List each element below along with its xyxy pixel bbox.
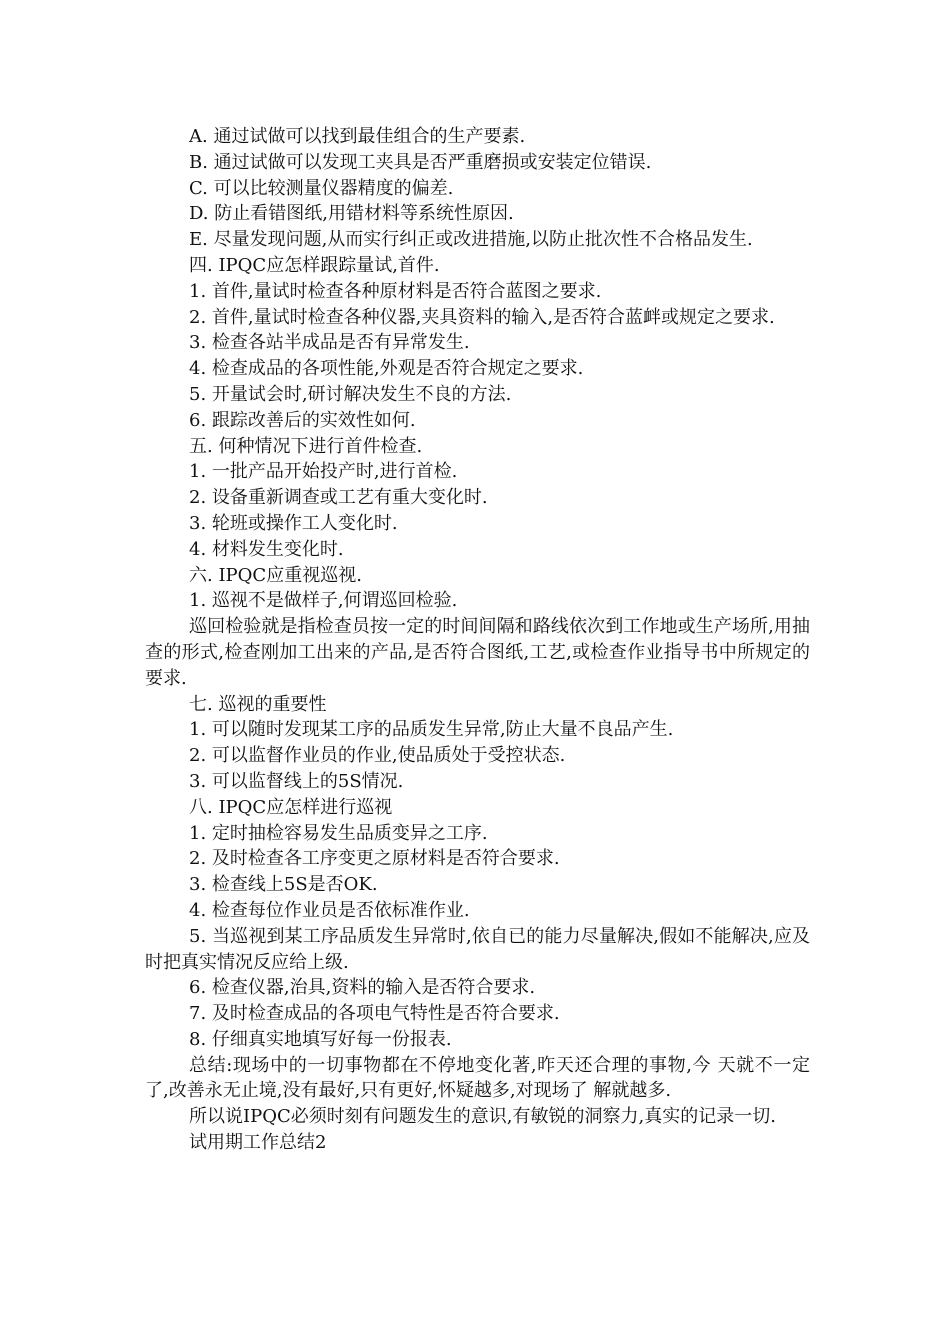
conclusion-paragraph: 所以说IPQC必须时刻有问题发生的意识,有敏锐的洞察力,真实的记录一切.	[189, 1106, 776, 1128]
list-item: 3. 轮班或操作工人变化时.	[189, 512, 398, 534]
document-body	[145, 124, 810, 1156]
list-item: 4. 材料发生变化时.	[189, 538, 344, 560]
paragraph-a: A. 通过试做可以找到最佳组合的生产要素.	[189, 126, 526, 147]
paragraph-e: E. 尽量发现问题,从而实行纠正或改进措施,以防止批次性不合格品发生.	[189, 229, 753, 251]
list-item: 3. 检查各站半成品是否有异常发生.	[189, 332, 470, 354]
list-item: 1. 一批产品开始投产时,进行首检.	[189, 461, 458, 483]
list-item: 2. 可以监督作业员的作业,使品质处于受控状态.	[189, 745, 566, 767]
section-heading-8: 八. IPQC应怎样进行巡视	[189, 796, 393, 818]
section-heading-6: 六. IPQC应重视巡视.	[189, 564, 362, 586]
list-item: 5. 当巡视到某工序品质发生异常时,依自已的能力尽量解决,假如不能解决,应及时把真实情况反应给上级.	[145, 925, 810, 973]
list-item: 8. 仔细真实地填写好每一份报表.	[189, 1028, 452, 1050]
body-paragraph: 巡回检验就是指检查员按一定的时间间隔和路线依次到工作地或生产场所,用抽查的形式,检查刚加工出来的产品,是否符合图纸,工艺,或检查作业指导书中所规定的要求.	[145, 616, 810, 689]
list-item: 4. 检查每位作业员是否依标准作业.	[189, 899, 470, 921]
list-item: 2. 首件,量试时检查各种仪器,夹具资料的输入,是否符合蓝衅或规定之要求.	[189, 306, 775, 328]
section-heading-4: 四. IPQC应怎样跟踪量试,首件.	[189, 254, 440, 276]
list-item: 7. 及时检查成品的各项电气特性是否符合要求.	[189, 1003, 560, 1025]
summary-paragraph: 总结:现场中的一切事物都在不停地变化著,昨天还合理的事物,今 天就不一定了,改善永无止境,没有最好,只有更好,怀疑越多,对现场了 解就越多.	[145, 1054, 810, 1102]
list-item: 3. 可以监督线上的5S情况.	[189, 770, 404, 792]
paragraph-b: B. 通过试做可以发现工夹具是否严重磨损或安装定位错误.	[189, 151, 652, 173]
list-item: 1. 首件,量试时检查各种原材料是否符合蓝图之要求.	[189, 280, 602, 302]
list-item: 1. 巡视不是做样子,何谓巡回检验.	[189, 590, 458, 612]
list-item: 5. 开量试会时,研讨解决发生不良的方法.	[189, 383, 512, 405]
list-item: 6. 检查仪器,治具,资料的输入是否符合要求.	[189, 977, 536, 999]
paragraph-d: D. 防止看错图纸,用错材料等系统性原因.	[189, 203, 514, 225]
list-item: 2. 设备重新调查或工艺有重大变化时.	[189, 487, 488, 509]
list-item: 2. 及时检查各工序变更之原材料是否符合要求.	[189, 848, 560, 870]
section-heading-7: 七. 巡视的重要性	[189, 693, 327, 715]
paragraph-c: C. 可以比较测量仪器精度的偏差.	[189, 177, 454, 199]
section-heading-5: 五. 何种情况下进行首件检查.	[189, 435, 423, 457]
list-item: 3. 检查线上5S是否OK.	[189, 874, 378, 896]
list-item: 1. 定时抽检容易发生品质变异之工序.	[189, 822, 488, 844]
list-item: 6. 跟踪改善后的实效性如何.	[189, 409, 416, 431]
list-item: 4. 检查成品的各项性能,外观是否符合规定之要求.	[189, 358, 584, 380]
list-item: 1. 可以随时发现某工序的品质发生异常,防止大量不良品产生.	[189, 719, 674, 741]
next-section-title: 试用期工作总结2	[189, 1132, 327, 1154]
